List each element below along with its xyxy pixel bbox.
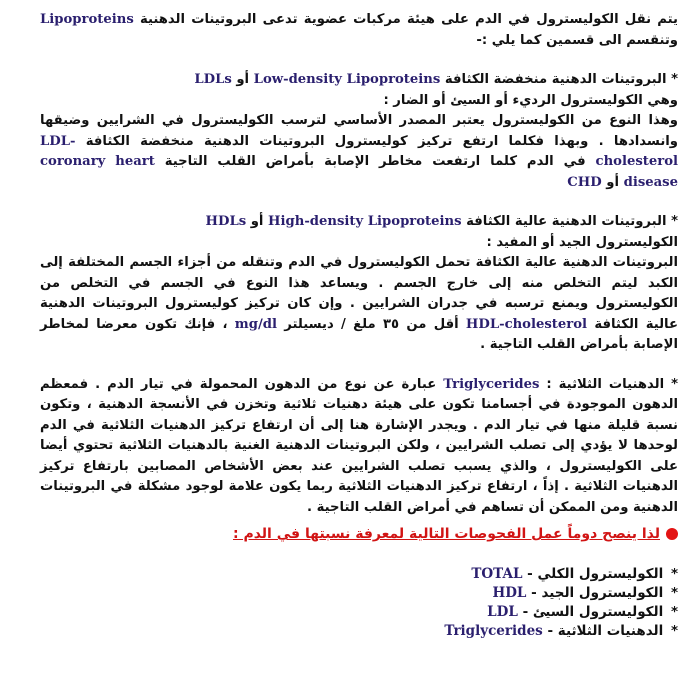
- hdl-or: أو: [250, 214, 264, 229]
- hdl-term4: mg/dl: [234, 316, 277, 332]
- ldl-term5: CHD: [567, 174, 602, 190]
- list-item: [40, 603, 678, 622]
- test-ar: الكوليسترول السيئ -: [522, 603, 664, 620]
- hdl-term3: HDL-cholesterol: [465, 316, 588, 332]
- ldl-star: *: [671, 72, 678, 87]
- test-en: TOTAL: [471, 565, 523, 582]
- list-star: *: [670, 584, 678, 601]
- ldl-term3: LDL-cholesterol: [40, 133, 679, 169]
- ldl-term1: Low-density Lipoproteins: [253, 72, 441, 87]
- ldl-term4: coronary heart disease: [40, 154, 678, 190]
- ldl-or2: أو: [606, 174, 619, 190]
- ldl-heading: [40, 70, 678, 91]
- trig-paragraph: [40, 375, 678, 519]
- advice-heading: [40, 524, 678, 545]
- advice-text: لذا ينصح دوماً عمل الفحوصات التالية لمعرفة نسبتها في الدم :: [232, 526, 660, 542]
- intro-term: Lipoproteins: [40, 12, 134, 27]
- list-item: [40, 622, 678, 641]
- trig-body: عبارة عن نوع من الدهون المحمولة في تيار الدم . فمعظم الدهون الموجودة في أجسامنا تكون على هيئة دهنيات ثلاثية وتخزن في الأنسجة الدهنية ، وتكون نسبة قليلة منها في تيار الدم . ويجدر الإشارة هنا إلى أن ارتفاع تركيز الدهنيات الثلاثية في الدم لوحدها لا يؤدي إلى تصلب الشرايين ، ولكن البروتينات الدهنية الغنية بالدهنيات الثلاثية تحتوي أيضا على الكوليسترول ، والذي يسبب تصلب الشرايين عند بعض الأشخاص المصابين بارتفاع تركيز الدهنيات الثلاثية . إذاً ، ارتفاع تركيز الدهنيات الثلاثية ربما يكون علامة لوجود مشكلة في البروتينات الدهنية ومن الممكن أن تساهم في أمراض القلب التاجية .: [40, 376, 678, 515]
- hdl-body1: البروتينات الدهنية عالية الكثافة تحمل الكوليسترول في الدم وتنقله من أجزاء الجسم المختلفة إلى الكبد ليتم التخلص منه إلى خارج الجسم . ويساعد هذا النوع في الجسم في التخلص من الكوليسترول ويمنع ترسبه في جدران الشرايين . وإن كان تركيز كوليسترول البروتينات الدهنية عالية الكثافة: [40, 255, 679, 332]
- hdl-subtitle: الكوليسترول الجيد أو المفيد :: [486, 234, 678, 250]
- hdl-star: *: [671, 214, 678, 229]
- trig-term: Triglycerides: [443, 376, 540, 392]
- intro-tail: وتنقسم الى قسمين كما يلي :-: [476, 32, 678, 48]
- list-item: [40, 584, 678, 603]
- test-ar: الكوليسترول الكلي -: [527, 565, 664, 582]
- hdl-body2: أقل من ٣٥ ملغ / ديسيلتر: [284, 316, 459, 332]
- ldl-subtitle: وهي الكوليسترول الرديء أو السيئ أو الضار :: [383, 92, 678, 108]
- test-ar: الكوليسترول الجيد -: [531, 584, 664, 601]
- ldl-name: البروتينات الدهنية منخفضة الكثافة: [444, 72, 667, 87]
- test-en: LDL: [487, 603, 518, 620]
- hdl-heading: [40, 212, 678, 233]
- list-item: [40, 565, 678, 584]
- intro-paragraph: [40, 10, 678, 51]
- red-bullet-icon: [666, 528, 678, 540]
- ldl-body2: في الدم كلما ارتفعت مخاطر الإصابة بأمراض القلب التاجية: [164, 154, 586, 169]
- hdl-body: [40, 253, 678, 356]
- ldl-body1: وهذا النوع من الكوليسترول يعتبر المصدر الأساسي لترسب الكوليسترول في الشرايين وضيقها وانسدادها . وبهذا فكلما ارتفع تركيز كوليسترول البروتينات الدهنية منخفضة الكثافة: [40, 113, 678, 149]
- hdl-term2: HDLs: [205, 214, 247, 229]
- ldl-or: أو: [236, 72, 250, 87]
- test-ar: الدهنيات الثلاثية -: [547, 622, 664, 639]
- hdl-body3: ، فإنك تكون معرضا لمخاطر الإصابة بأمراض القلب التاجية .: [40, 316, 678, 352]
- hdl-name: البروتينات الدهنية عالية الكثافة: [466, 214, 667, 229]
- ldl-term2: LDLs: [194, 72, 232, 87]
- list-star: *: [670, 603, 678, 620]
- trig-name: الدهنيات الثلاثية :: [546, 376, 665, 392]
- trig-star: *: [671, 376, 679, 392]
- tests-list: [40, 565, 678, 641]
- ldl-body: [40, 111, 678, 193]
- list-star: *: [670, 622, 678, 639]
- test-en: Triglycerides: [444, 622, 543, 639]
- intro-text: يتم نقل الكوليسترول في الدم على هيئة مركبات عضوية تدعى البروتينات الدهنية: [140, 12, 678, 27]
- hdl-term1: High-density Lipoproteins: [268, 214, 462, 229]
- test-en: HDL: [492, 584, 527, 601]
- list-star: *: [670, 565, 678, 582]
